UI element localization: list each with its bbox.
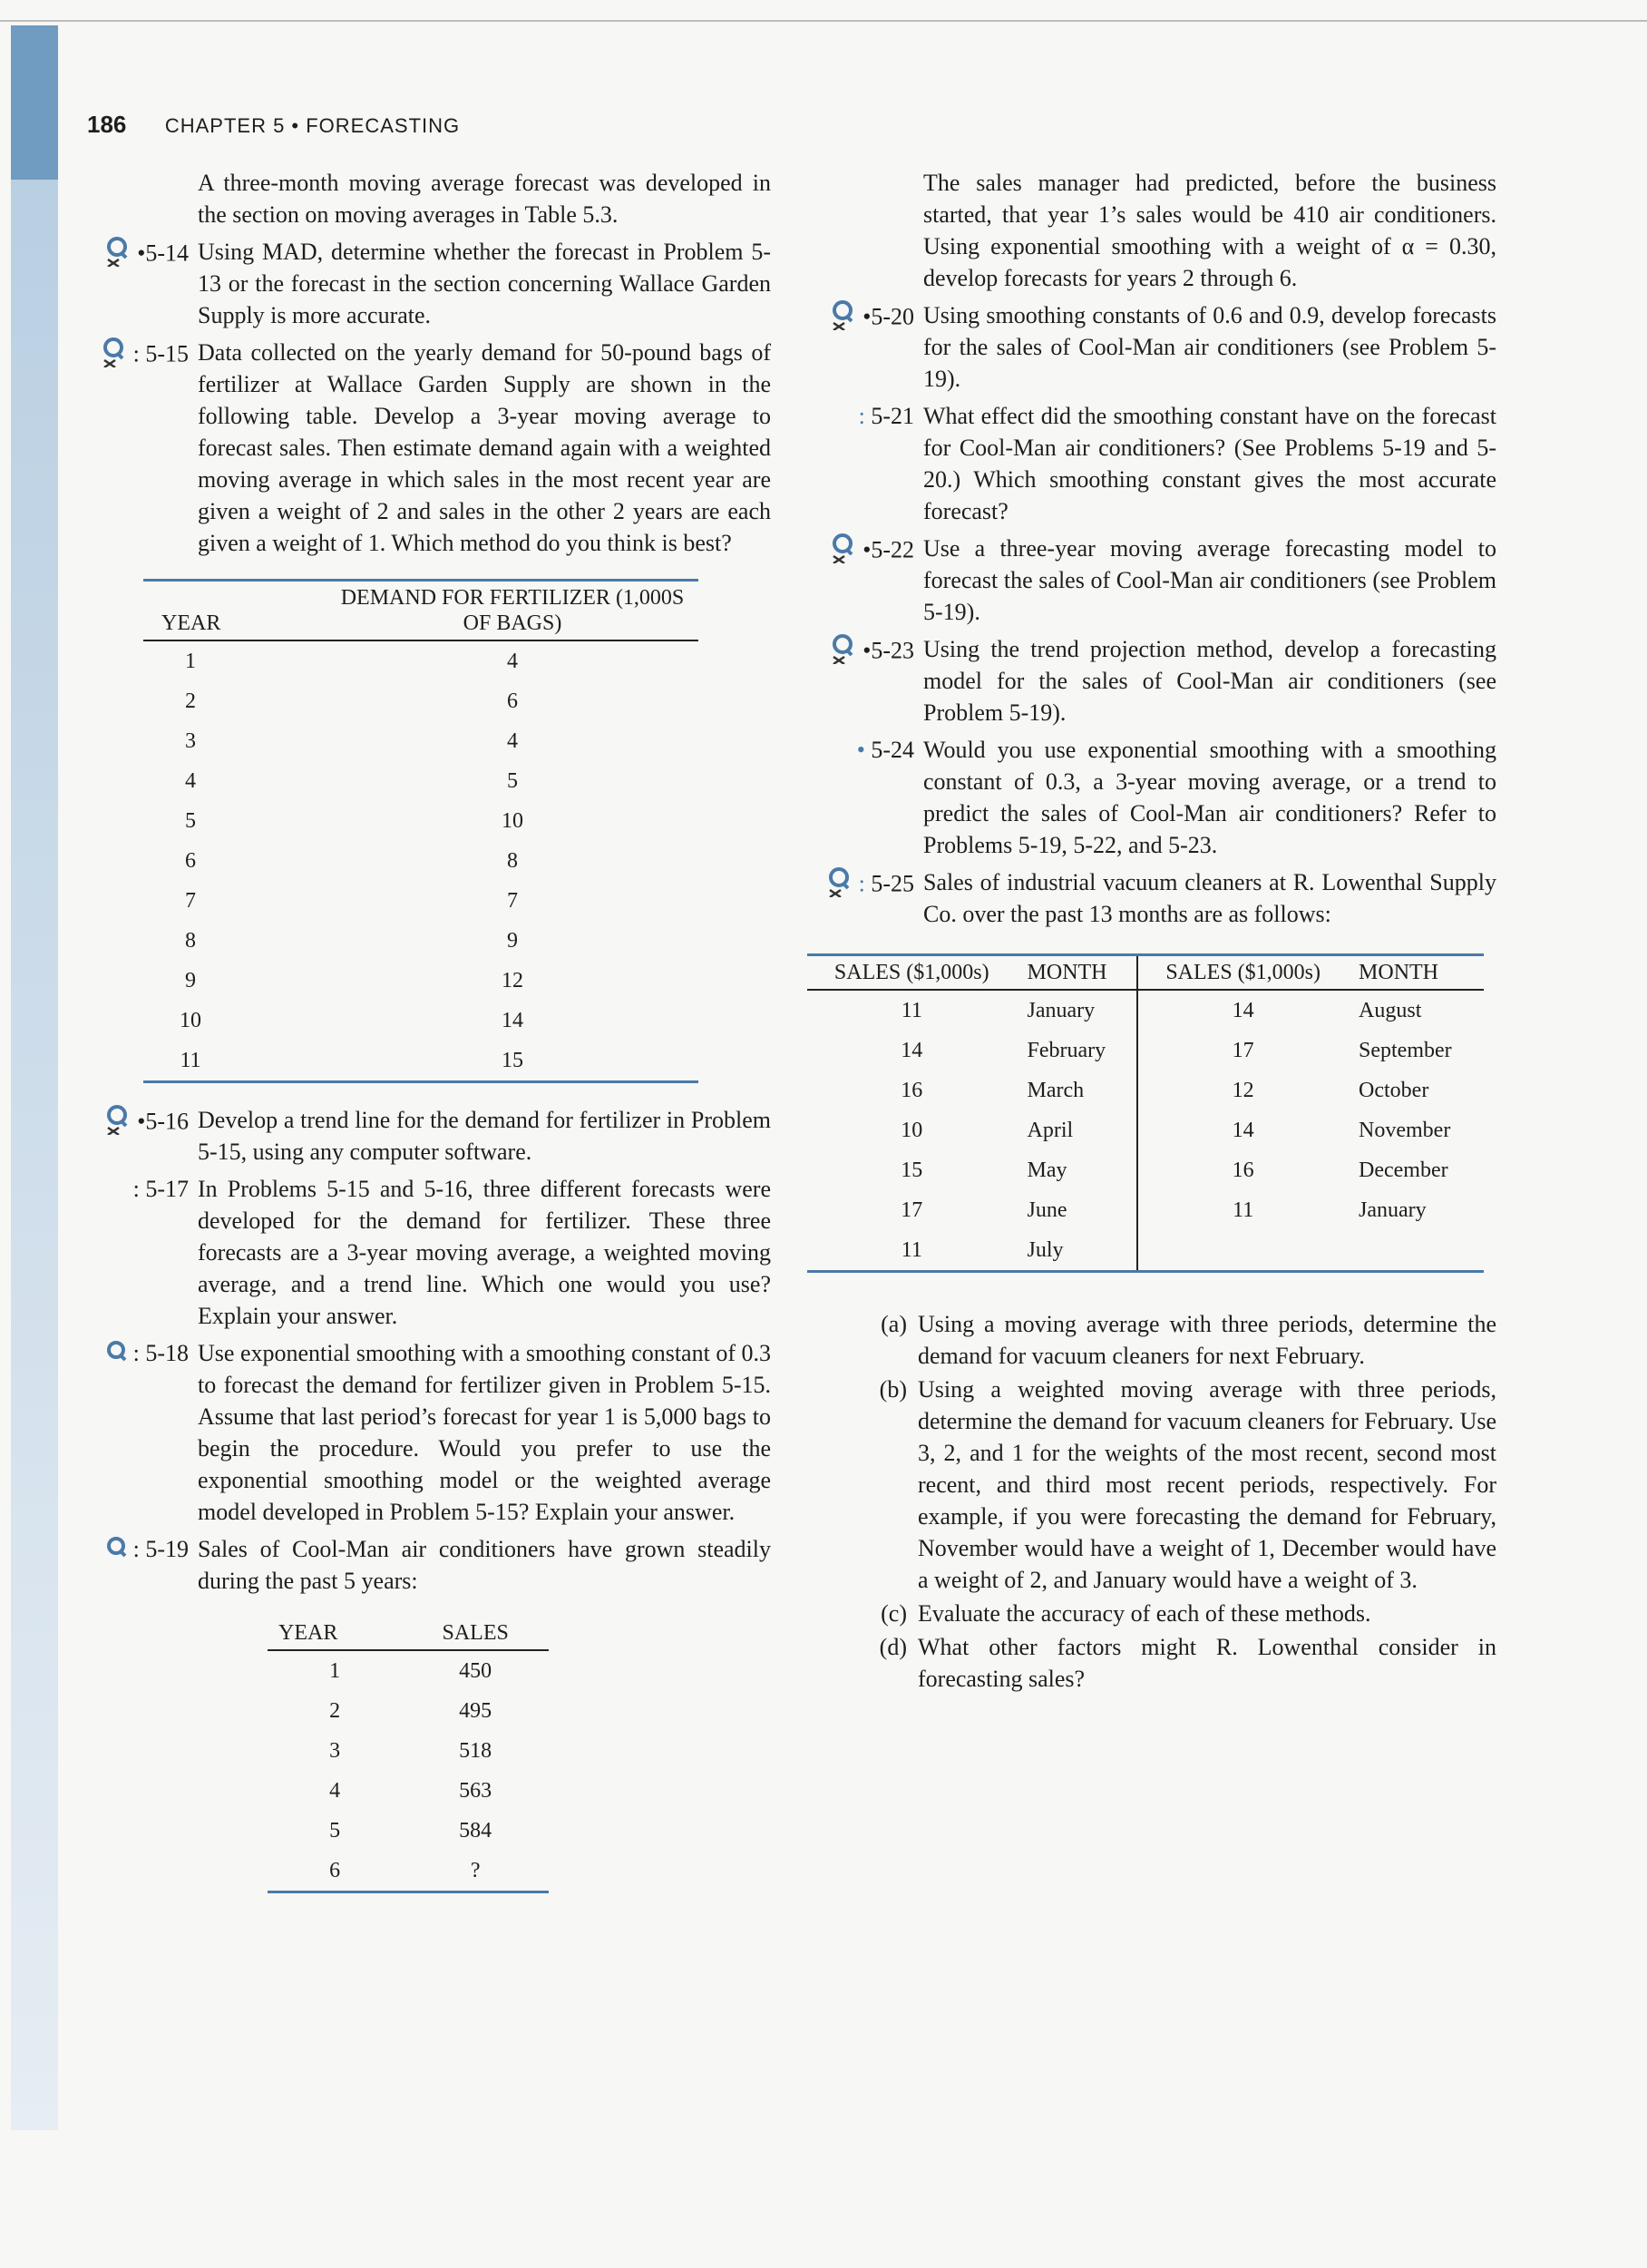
problem-5-20: •5-20 Using smoothing constants of 0.6 and 0.9, develop forecasts for the sales of Cool-Man air conditioners (see Problem 5-19). [798, 299, 1496, 395]
table-row: 10 April 14 November [807, 1110, 1484, 1150]
subpart-c: (c) Evaluate the accuracy of each of these methods. [881, 1600, 1371, 1627]
colon-dots-icon: : [132, 1176, 140, 1202]
subpart-d: (d) What other factors might R. Lowenthal consider in forecasting sales? [879, 1634, 1496, 1692]
table-row: 4 563 [329, 1779, 492, 1803]
col-sales: SALES [402, 1617, 549, 1650]
colon-dots-icon: : [132, 340, 140, 367]
fertilizer-table-wrap [143, 579, 771, 1091]
side-color-strip [11, 25, 58, 2130]
qm-software-icon [104, 1104, 135, 1143]
table-row: 17 June 11 January [807, 1190, 1484, 1230]
col-year: YEAR [143, 582, 326, 640]
table-row: 11 January 14 August [807, 990, 1484, 1031]
dot-icon: • [862, 303, 872, 330]
table-row: 11 July [807, 1230, 1484, 1270]
top-rule [0, 20, 1647, 22]
col-year: YEAR [268, 1617, 402, 1650]
dot-icon: • [862, 536, 872, 563]
problem-5-14: •5-14 Using MAD, determine whether the forecast in Problem 5-13 or the forecast in the section concerning Wallace Garden Supply is more accurate. [73, 236, 771, 331]
col-demand: DEMAND FOR FERTILIZER (1,000S OF BAGS) [326, 582, 698, 640]
qm-software-icon [101, 337, 132, 376]
dot-icon: • [856, 737, 865, 763]
problem-5-17: : 5-17 In Problems 5-15 and 5-16, three different forecasts were developed for the demand for fertilizer. These three forecasts are a 3-year moving average, a weighted moving average, and a trend line. Which one would you use? Explain your answer. [132, 1176, 771, 1329]
chapter-title: CHAPTER 5 • FORECASTING [164, 114, 461, 137]
problem-5-21: : 5-21 What effect did the smoothing constant have on the forecast for Cool-Man air conditioners? (See Problems 5-19 and 5-20.) Which smoothing constant gives the most accurate forecast? [858, 403, 1496, 524]
table-row: 11 15 [180, 1049, 523, 1072]
problem-5-16: •5-16 Develop a trend line for the demand for fertilizer in Problem 5-15, using any computer software. [73, 1104, 771, 1168]
colon-dots-icon: : [858, 870, 865, 897]
subpart-a: (a) Using a moving average with three periods, determine the demand for vacuum cleaners for next February. [881, 1311, 1496, 1369]
problem-5-24: • 5-24 Would you use exponential smoothing with a smoothing constant of 0.3, a 3-year moving average, or a trend to predict the sales of Cool-Man air conditioners? Refer to Problems 5-19, 5-22, and 5-23. [856, 737, 1496, 858]
fertilizer-table [143, 582, 698, 1080]
colon-dots-icon: : [132, 1340, 140, 1366]
table-row: 9 12 [185, 969, 523, 992]
colon-dots-icon: : [858, 403, 865, 429]
problem-5-19: : 5-19 Sales of Cool-Man air conditioners have grown steadily during the past 5 years: [73, 1533, 771, 1597]
subpart-b: (b) Using a weighted moving average with three periods, determine the demand for vacuum cleaners for February. Use 3, 2, and 1 for the weights of the most recent, second most recent, and third most recent periods, respectively. For example, if you were forecasting the demand for February, November would have a weight of 1, December would have a weight of 2, and January would have a weight of 3. [879, 1376, 1496, 1593]
qm-software-icon [104, 236, 135, 275]
qm-software-icon [104, 1340, 132, 1372]
left-column [73, 167, 771, 1901]
table-row: 3 518 [329, 1739, 492, 1763]
table-row: 6 8 [185, 849, 518, 873]
table-row: 1 450 [329, 1659, 492, 1683]
problem-5-22: •5-22 Use a three-year moving average forecasting model to forecast the sales of Cool-Man air conditioners (see Problem 5-19). [798, 533, 1496, 628]
problem-5-18: : 5-18 Use exponential smoothing with a smoothing constant of 0.3 to forecast the demand for fertilizer given in Problem 5-15. Assume that last period’s forecast for year 1 is 5,000 bags to begin the procedure. Would you prefer to use the exponential smoothing model or the weighted average model developed in Problem 5-15? Explain your answer. [73, 1337, 771, 1528]
sales-table-wrap [268, 1617, 771, 1901]
qm-software-icon [830, 299, 861, 338]
right-column [798, 167, 1496, 1696]
table-row: 16 March 12 October [807, 1070, 1484, 1110]
col-month: MONTH [1348, 956, 1484, 990]
intro-paragraph: The sales manager had predicted, before the business started, that year 1’s sales would be 410 air conditioners. Using exponential smoothing with a weight of α = 0.30, develop forecasts for years 2 through 6. [923, 170, 1496, 291]
qm-software-icon [104, 1536, 132, 1568]
table-row: 10 14 [180, 1009, 523, 1032]
page-number: 186 [87, 111, 127, 138]
qm-software-icon [830, 633, 861, 672]
page-header [87, 111, 460, 139]
dot-icon: • [137, 1108, 146, 1135]
col-sales: SALES ($1,000s) [1137, 956, 1348, 990]
table-row: 4 5 [185, 769, 518, 793]
vacuum-table-wrap [807, 953, 1496, 1281]
qm-software-icon [830, 533, 861, 572]
table-row: 2 6 [185, 689, 518, 713]
qm-software-icon [826, 866, 857, 905]
dot-icon: • [862, 637, 872, 664]
table-row: 5 584 [329, 1819, 492, 1843]
intro-paragraph: A three-month moving average forecast was developed in the section on moving averages in Table 5.3. [198, 170, 771, 228]
table-row: 6 ? [329, 1859, 481, 1882]
colon-dots-icon: : [132, 1536, 140, 1562]
table-row: 7 7 [185, 889, 518, 913]
col-month: MONTH [1017, 956, 1138, 990]
sales-table [268, 1617, 549, 1891]
vacuum-table [807, 956, 1484, 1270]
table-row: 3 4 [185, 729, 518, 753]
problem-5-15: : 5-15 Data collected on the yearly demand for 50-pound bags of fertilizer at Wallace Garden Supply are shown in the following table. Develop a 3-year moving average to forecast sales. Then estimate demand again with a weighted moving average in which sales in the most recent year are given a weight of 2 and sales in the other 2 years are each given a weight of 1. Which method do you think is best? [73, 337, 771, 559]
problem-5-23: •5-23 Using the trend projection method, develop a forecasting model for the sales of Cool-Man air conditioners (see Problem 5-19). [798, 633, 1496, 728]
table-row: 5 10 [185, 809, 523, 833]
dot-icon: • [137, 240, 146, 267]
table-row: 15 May 16 December [807, 1150, 1484, 1190]
col-sales: SALES ($1,000s) [807, 956, 1017, 990]
table-row: 1 4 [185, 650, 518, 673]
table-row: 2 495 [329, 1699, 492, 1723]
table-row: 14 February 17 September [807, 1031, 1484, 1070]
problem-5-25: : 5-25 Sales of industrial vacuum cleaners at R. Lowenthal Supply Co. over the past 13 months are as follows: [798, 866, 1496, 930]
table-row: 8 9 [185, 929, 518, 953]
